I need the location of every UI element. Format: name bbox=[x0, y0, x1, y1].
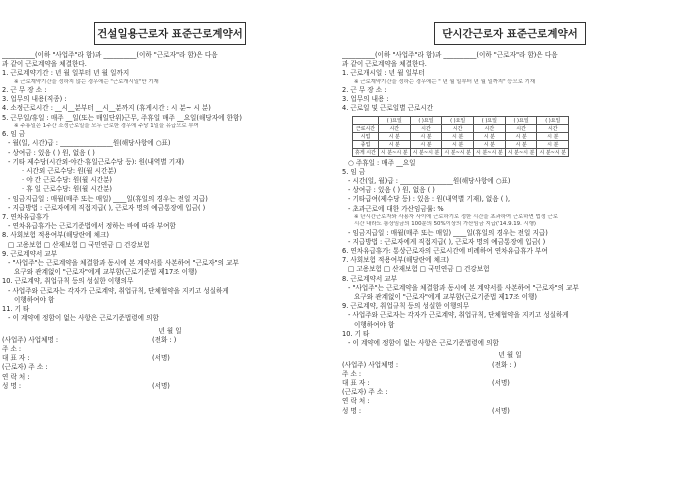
clause-line: 10. 근로계약, 취업규칙 등의 성실한 이행의무 bbox=[2, 277, 134, 286]
signature-row bbox=[2, 382, 338, 391]
clause-line: 6. 임 금 bbox=[2, 130, 26, 139]
table-cell: 시 분 bbox=[410, 132, 442, 140]
clause-line: __________(이하 "사업주"라 함)과 __________(이하 "근로자"라 함)은 다음 bbox=[2, 51, 218, 59]
signature-row bbox=[342, 397, 678, 406]
clause-line: - 기타급여(제수당 등) : 있음 : 원(내역별 기재), 없음 ( ), bbox=[348, 195, 511, 204]
clause-line: 과 같이 근로계약을 체결한다. bbox=[2, 60, 87, 69]
page-title: 건설일용근로자 표준근로계약서 bbox=[94, 22, 246, 45]
clause-line: 5. 근무일/휴일 : 매주 __일(또는 매일단위)근무, 주휴일 매주 __요일(해당자에 한함) bbox=[2, 113, 242, 122]
clause-line: 1. 근로계약기간 : 년 월 일부터 년 월 일까지 bbox=[2, 69, 130, 78]
signature-label: (사업주) 사업체명 : bbox=[2, 335, 59, 344]
table-header-cell bbox=[353, 116, 379, 124]
signature-label: (근로자) 주 소 : bbox=[342, 388, 388, 397]
signature-label: 대 표 자 : bbox=[2, 354, 30, 363]
table-cell: 시 분 bbox=[410, 140, 442, 148]
table-cell: 시 분 bbox=[474, 140, 506, 148]
table-cell: 시 분 bbox=[442, 140, 474, 148]
clause-line: - 초과근로에 대한 가산임금률: % bbox=[348, 204, 444, 213]
clause-line: - 상여금 : 있음 ( ) 원, 없음 ( ) bbox=[8, 148, 95, 157]
clause-line: - 상여금 : 있음 ( ) 원, 없음 ( ) bbox=[348, 186, 435, 195]
contract-clauses bbox=[342, 159, 678, 349]
clause-line: 요구와 관계없이 "근로자"에게 교부함(근로기준법 제17조 이행) bbox=[14, 268, 197, 277]
signature-block bbox=[2, 336, 338, 391]
signature-label: 주 소 : bbox=[2, 344, 22, 353]
table-cell: 시 분~시 분 bbox=[537, 148, 569, 156]
clause-line: 2. 근 무 장 소 : bbox=[342, 86, 387, 95]
clause-line: - 이 계약에 정함이 없는 사항은 근로기준법령에 의함 bbox=[348, 339, 499, 348]
clause-line: __________(이하 "사업주"라 함)과 __________(이하 "근로자"라 함)은 다음 bbox=[342, 51, 558, 59]
clause-line: 10. 기 타 bbox=[342, 329, 370, 338]
clause-line: - "사업주"는 근로계약을 체결함과 동시에 본 계약서를 사본하여 "근로자"의 교부 bbox=[8, 259, 239, 268]
clause-line: 과 같이 근로계약을 체결한다. bbox=[342, 60, 427, 69]
signature-row bbox=[2, 354, 338, 363]
construction-contract-page bbox=[2, 0, 338, 481]
table-header-cell: ( )요일 bbox=[537, 116, 569, 124]
signature-row bbox=[2, 363, 338, 372]
clause-line: 3. 업무의 내용 : bbox=[342, 95, 389, 104]
table-cell: 근로시간 bbox=[353, 124, 379, 132]
table-cell: 시 분 bbox=[537, 140, 569, 148]
clause-line: 이행하여야 함 bbox=[14, 295, 55, 304]
table-cell: 시 분 bbox=[442, 132, 474, 140]
table-cell: 시간 bbox=[537, 124, 569, 132]
clause-line: ※ 주휴일은 1주간 소정근로일을 모두 근로한 경우에 주당 1일을 유급으로 부여 bbox=[14, 122, 199, 129]
contract-clauses bbox=[2, 51, 338, 324]
table-cell: 종업 bbox=[353, 140, 379, 148]
signature-row bbox=[342, 370, 678, 379]
signature-row bbox=[342, 361, 678, 370]
signature-value bbox=[152, 363, 272, 372]
table-header-cell: ( )요일 bbox=[378, 116, 410, 124]
table-cell: 시 분~시 분 bbox=[410, 148, 442, 156]
signature-label: (사업주) 사업체명 : bbox=[342, 360, 399, 369]
clause-line: - 사업주와 근로자는 각자가 근로계약, 취업규칙, 단체협약을 지키고 성실하게 bbox=[348, 311, 569, 320]
signature-label: (근로자) 주 소 : bbox=[2, 363, 48, 372]
table-cell: 시 분 bbox=[378, 132, 410, 140]
signature-label: 연 락 처 : bbox=[342, 397, 370, 406]
signature-label: 연 락 처 : bbox=[2, 372, 30, 381]
table-row bbox=[353, 140, 569, 148]
signature-value: (서명) bbox=[152, 381, 170, 390]
signature-label: 주 소 : bbox=[342, 369, 362, 378]
table-cell: 시 분 bbox=[474, 132, 506, 140]
table-cell: 시 분~시 분 bbox=[442, 148, 474, 156]
clause-line: 1. 근로개시일 : 년 월 일부터 bbox=[342, 69, 425, 78]
contract-date: 년 월 일 bbox=[158, 326, 182, 335]
clause-line: 5. 임 금 bbox=[342, 167, 366, 176]
table-cell: 시 분 bbox=[505, 132, 537, 140]
table-cell: 시간 bbox=[474, 124, 506, 132]
clause-line: - 사업주와 근로자는 각자가 근로계약, 취업규칙, 단체협약을 지키고 성실하게 bbox=[8, 286, 229, 295]
signature-row bbox=[342, 388, 678, 397]
table-header-cell: ( )요일 bbox=[505, 116, 537, 124]
clause-line: 6. 연차유급휴가: 통상근로자의 근로시간에 비례하여 연차유급휴가 부여 bbox=[342, 247, 548, 256]
clause-line: 8. 사회보험 적용여부(해당란에 체크) bbox=[2, 231, 109, 240]
signature-value bbox=[152, 373, 272, 382]
table-row bbox=[353, 132, 569, 140]
clause-line: □ 고용보험 □ 산재보험 □ 국민연금 □ 건강보험 bbox=[8, 240, 150, 249]
signature-value: (서명) bbox=[152, 354, 170, 363]
table-cell: 시간 bbox=[505, 124, 537, 132]
table-cell: 시 분 bbox=[505, 140, 537, 148]
signature-label: 성 명 : bbox=[2, 381, 22, 390]
signature-label: 대 표 자 : bbox=[342, 378, 370, 387]
clause-line: · 야 간 근로수당: 원(월 시간분) bbox=[22, 176, 113, 185]
clause-line: 7. 사회보험 적용여부(해당란에 체크) bbox=[342, 256, 449, 265]
signature-value bbox=[492, 370, 612, 379]
page-title: 단시간근로자 표준근로계약서 bbox=[434, 22, 586, 45]
clause-line: - 연차유급휴가는 근로기준법에서 정하는 바에 따라 부여함 bbox=[8, 222, 176, 231]
table-cell: 시 분 bbox=[537, 132, 569, 140]
signature-value: (전화 : ) bbox=[152, 335, 177, 344]
table-cell: 시 분 bbox=[378, 140, 410, 148]
table-cell: 시간 bbox=[410, 124, 442, 132]
table-cell: 시간 bbox=[442, 124, 474, 132]
clause-line: 2. 근 무 장 소 : bbox=[2, 86, 47, 95]
table-header-cell: ( )요일 bbox=[410, 116, 442, 124]
clause-line: □ 고용보험 □ 산재보험 □ 국민연금 □ 건강보험 bbox=[348, 265, 490, 274]
clause-line: ※ 근로계약기간을 정하는 경우에는 " 년 월 일부터 년 월 일까지" 등으로 기재 bbox=[354, 78, 536, 85]
contract-date: 년 월 일 bbox=[498, 351, 522, 360]
clause-line: - 기타 제수당(시간외·야간·휴일근로수당 등): 원(내역별 기재) bbox=[8, 157, 185, 166]
clause-line: 9. 근로계약서 교부 bbox=[2, 249, 58, 258]
clause-line: 4. 근로일 및 근로일별 근로시간 bbox=[342, 104, 434, 113]
table-cell: 휴게 시간 bbox=[353, 148, 379, 156]
table-cell: 시 분~시 분 bbox=[378, 148, 410, 156]
work-schedule-table bbox=[352, 116, 569, 157]
clause-line: - 시간(일, 월)급 : ________________원(해당사항에 ○표) bbox=[348, 177, 511, 186]
clause-line: ※ 단시간근로자와 사용자 사이에 근로하기로 정한 시간을 초과하여 근로하면 법정 근로 bbox=[354, 213, 558, 220]
clause-line: - 지급방법 : 근로자에게 직접지급( ), 근로자 명의 예금통장에 입금( ) bbox=[348, 237, 546, 246]
clause-line: - 이 계약에 정함이 없는 사항은 근로기준법령에 의함 bbox=[8, 314, 159, 323]
table-header-cell: ( )요일 bbox=[442, 116, 474, 124]
table-row bbox=[353, 124, 569, 132]
clause-line: · 휴 일 근로수당: 원(월 시간분) bbox=[22, 185, 113, 194]
clause-line: · 시간외 근로수당: 원(월 시간분) bbox=[22, 167, 117, 176]
table-header-cell: ( )요일 bbox=[474, 116, 506, 124]
clause-line: 3. 업무의 내용(직종) : bbox=[2, 95, 67, 104]
signature-label: 성 명 : bbox=[342, 406, 362, 415]
signature-block bbox=[342, 361, 678, 416]
signature-value: (서명) bbox=[492, 378, 510, 387]
table-cell: 시간 bbox=[378, 124, 410, 132]
clause-line: 시간 내라도 통상임금의 100분의 50%이상의 가산임금 지급('14.9.19. 시행) bbox=[354, 221, 537, 228]
clause-line: 7. 연차유급휴가 bbox=[2, 213, 49, 222]
clause-line: - 월(일, 시간)급 : ________________원(해당사항에 ○표) bbox=[8, 139, 171, 148]
signature-row bbox=[342, 407, 678, 416]
clause-line: - 임금지급일 : 매월(매주 또는 매일) ____일(휴일의 경우는 전일 지급) bbox=[8, 194, 208, 203]
clause-line: 4. 소정근로시간 : __시__분부터 __시__분까지 (휴게시간 : 시 분~ 시 분) bbox=[2, 104, 211, 113]
signature-value bbox=[152, 345, 272, 354]
clause-line: - 임금지급일 : 매월(매주 또는 매일) ____일(휴일의 경우는 전일 지급) bbox=[348, 228, 548, 237]
table-cell: 시 분~시 분 bbox=[505, 148, 537, 156]
table-row bbox=[353, 148, 569, 156]
signature-row bbox=[342, 379, 678, 388]
table-cell: 시업 bbox=[353, 132, 379, 140]
clause-line: 8. 근로계약서 교부 bbox=[342, 274, 398, 283]
clause-line: 이행하여야 함 bbox=[354, 320, 395, 329]
signature-row bbox=[2, 373, 338, 382]
clause-line: 11. 기 타 bbox=[2, 305, 30, 314]
contract-clauses bbox=[342, 51, 678, 114]
signature-value bbox=[492, 397, 612, 406]
clause-line: 9. 근로계약, 취업규칙 등의 성실한 이행의무 bbox=[342, 302, 470, 311]
clause-line: 요구와 관계없이 "근로자"에게 교부함(근로기준법 제17조 이행) bbox=[354, 293, 537, 302]
signature-value bbox=[492, 388, 612, 397]
signature-value: (서명) bbox=[492, 406, 510, 415]
signature-row bbox=[2, 345, 338, 354]
signature-row bbox=[2, 336, 338, 345]
parttime-contract-page bbox=[342, 0, 678, 481]
table-cell: 시 분~시 분 bbox=[474, 148, 506, 156]
clause-line: ○ 주휴일 : 매주 __요일 bbox=[348, 158, 416, 167]
clause-line: ※ 근로계약기간을 정하지 않는 경우에는 "근로개시일"만 기재 bbox=[14, 78, 159, 85]
clause-line: - 지급방법 : 근로자에게 직접지급( ), 근로자 명의 예금통장에 입금( ) bbox=[8, 203, 206, 212]
clause-line: - "사업주"는 근로계약을 체결함과 동시에 본 계약서를 사본하여 "근로자"의 교부 bbox=[348, 283, 579, 292]
signature-value: (전화 : ) bbox=[492, 360, 517, 369]
